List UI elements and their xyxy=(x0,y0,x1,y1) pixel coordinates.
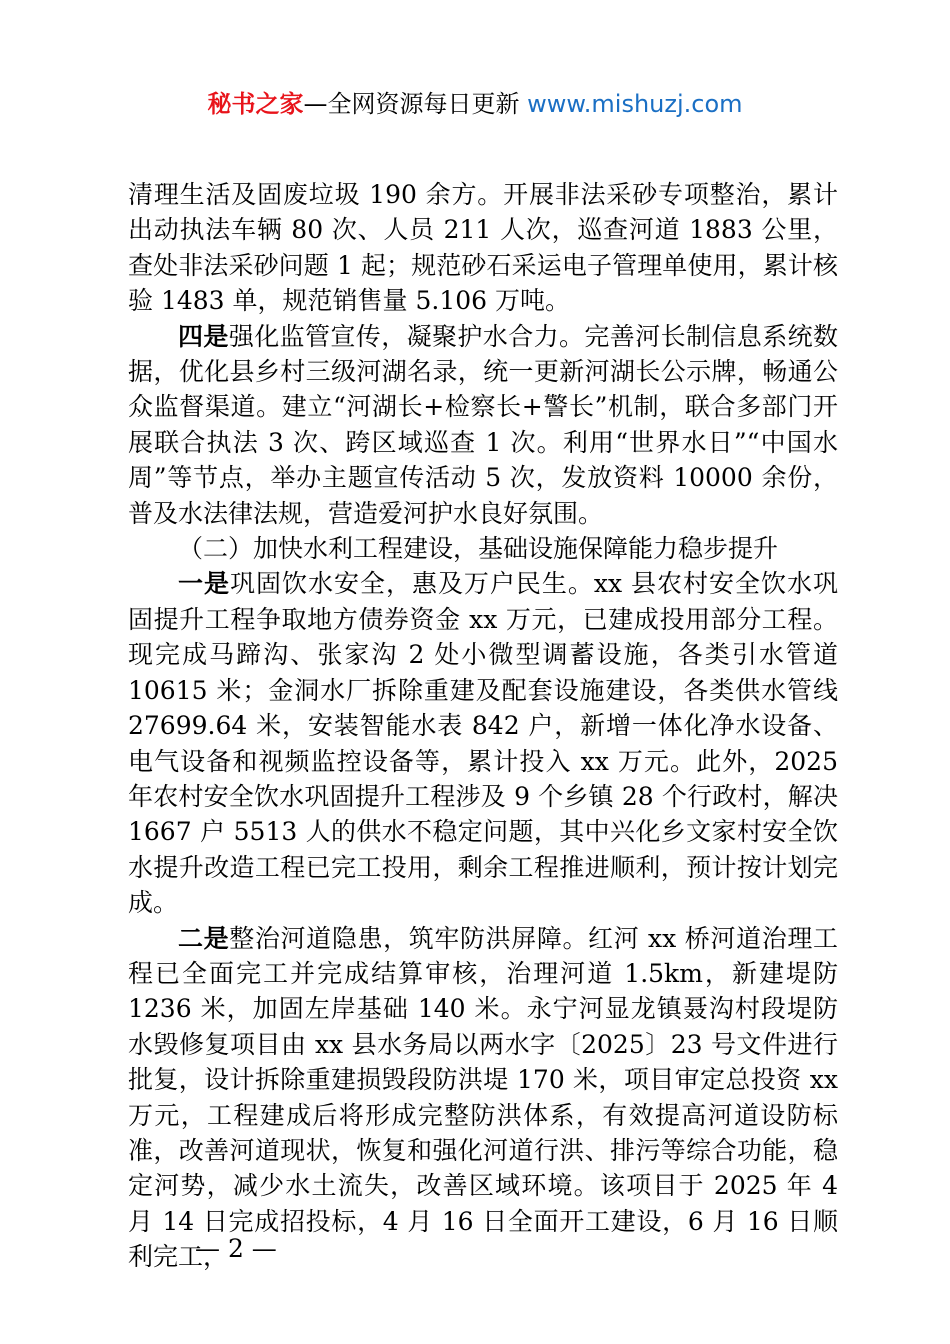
paragraph xyxy=(128,566,838,920)
site-banner xyxy=(0,86,950,122)
page-number: — 2 — xyxy=(195,1234,277,1263)
paragraph-text: 强化监管宣传，凝聚护水合力。完善河长制信息系统数据，优化县乡村三级河湖名录，统一更新河湖长公示牌，畅通公众监督渠道。建立“河湖长+检察长+警长”机制，联合多部门开展联合执法 3 次、跨区域巡查 1 次。利用“世界水日”“中国水周”等节点，举办主题宣传活动 5 次，发放资料 10000 余份，普及水法律法规，营造爱河护水良好氛围。 xyxy=(128,321,838,528)
section-heading-text: （二）加快水利工程建设，基础设施保障能力稳步提升 xyxy=(178,534,779,564)
paragraph-text: 清理生活及固废垃圾 190 余方。开展非法采砂专项整治，累计出动执法车辆 80 次、人员 211 人次，巡查河道 1883 公里，查处非法采砂问题 1 起；规范砂石采运电子管理单使用，累计核验 1483 单，规范销售量 5.106 万吨。 xyxy=(128,180,838,316)
paragraph-lead: 二是 xyxy=(178,923,230,953)
paragraph xyxy=(128,319,838,531)
paragraph-lead: 四是 xyxy=(178,321,229,351)
site-brand: 秘书之家 xyxy=(207,90,304,118)
paragraph xyxy=(128,177,838,319)
section-heading xyxy=(128,531,838,566)
paragraph-text: 整治河道隐患，筑牢防洪屏障。红河 xx 桥河道治理工程已全面完工并完成结算审核，治理河道 1.5km，新建堤防 1236 米，加固左岸基础 140 米。永宁河显龙镇聂沟村段堤防水毁修复项目由 xx 县水务局以两水字〔2025〕23 号文件进行批复，设计拆除重建损毁段防洪堤 170 米，项目审定总投资 xx 万元，工程建成后将形成完整防洪体系，有效提高河道设防标准，改善河道现状，恢复和强化河道行洪、排污等综合功能，稳定河势，减少水土流失，改善区域环境。该项目于 2025 年 4 月 14 日完成招投标，4 月 16 日全面开工建设，6 月 16 日顺利完工， xyxy=(128,923,838,1272)
site-url-link[interactable]: www.mishuzj.com xyxy=(527,90,743,118)
site-slogan: —全网资源每日更新 xyxy=(303,90,520,118)
paragraph-text: 巩固饮水安全，惠及万户民生。xx 县农村安全饮水巩固提升工程争取地方债券资金 xx 万元，已建成投用部分工程。现完成马蹄沟、张家沟 2 处小微型调蓄设施，各类引水管道 10615 米；金洞水厂拆除重建及配套设施建设，各类供水管线 27699.64 米，安装智能水表 842 户，新增一体化净水设备、电气设备和视频监控设备等，累计投入 xx 万元。此外，2025 年农村安全饮水巩固提升工程涉及 9 个乡镇 28 个行政村，解决 1667 户 5513 人的供水不稳定问题，其中兴化乡文家村安全饮水提升改造工程已完工投用，剩余工程推进顺利，预计按计划完成。 xyxy=(128,569,838,918)
paragraph xyxy=(128,921,838,1275)
paragraph-lead: 一是 xyxy=(178,569,230,599)
document-body xyxy=(128,177,838,1275)
